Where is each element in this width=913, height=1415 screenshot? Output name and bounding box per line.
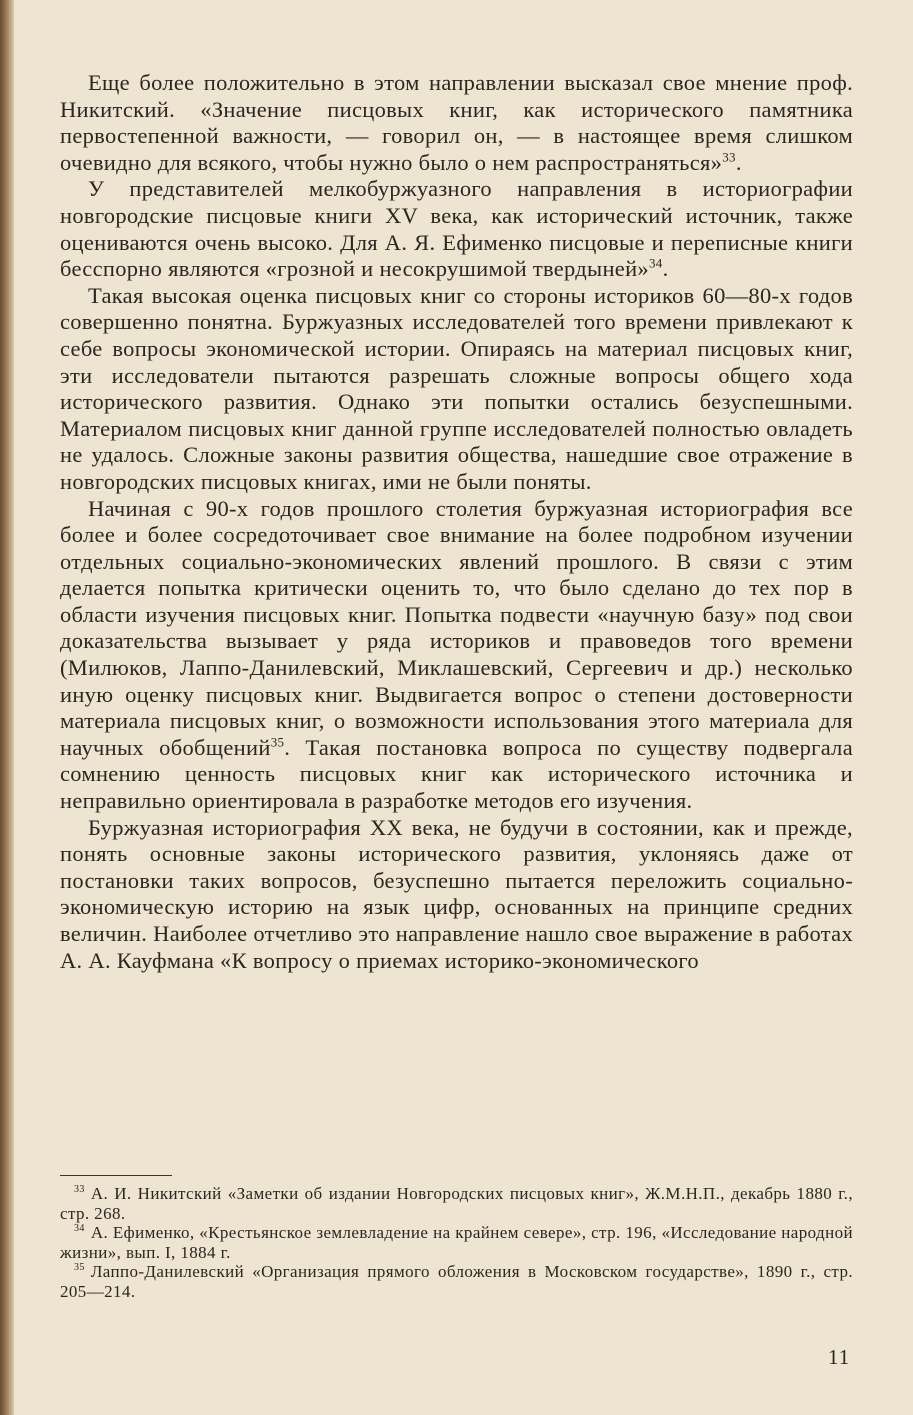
paragraph-tail: . Такая постановка вопроса по существу подвергала сомнению ценность писцовых книг как исторического источника и неправильно ориентировала в разработке методов его изучения. [60, 734, 854, 814]
paragraph-4 [60, 496, 853, 815]
main-text [60, 70, 853, 974]
paragraph-text: Буржуазная историография XX века, не будучи в состоянии, как и прежде, понять основные законы исторического развития, уклоняясь даже от постановки таких вопросов, безуспешно пытается переложить социально-экономическую историю на язык цифр, основанных на принципе средних величин. Наиболее отчетливо это направление нашло свое выражение в работах А. А. Кауфмана «К вопросу о приемах историко-экономического [60, 814, 853, 973]
footnotes [60, 1184, 853, 1301]
footnote-34 [60, 1223, 853, 1262]
footnote-ref[interactable]: 34 [648, 255, 663, 271]
paragraph-3 [60, 283, 853, 496]
footnote-text: А. И. Никитский «Заметки об издании Новгородских писцовых книг», Ж.М.Н.П., декабрь 1880 г., стр. 268. [60, 1184, 853, 1223]
footnote-ref[interactable]: 33 [722, 149, 736, 165]
paragraph-1 [60, 70, 853, 176]
footnote-33 [60, 1184, 853, 1223]
page-number: 11 [828, 1345, 851, 1369]
paragraph-tail: . [735, 149, 742, 175]
paragraph-2 [60, 176, 853, 282]
paragraph-5 [60, 815, 853, 975]
footnote-text: Лаппо-Данилевский «Организация прямого обложения в Московском государстве», 1890 г., стр. 205—214. [60, 1262, 853, 1301]
footnote-mark: 34 [74, 1223, 85, 1235]
paragraph-tail: . [662, 256, 669, 282]
paragraph-text: У представителей мелкобуржуазного направления в историографии новгородские писцовые книги XV века, как исторический источник, также оцениваются очень высоко. Для А. Я. Ефименко писцовые и переписные книги бесспорно являются «грозной и несокрушимой твердыней» [60, 176, 853, 282]
paragraph-text: Еще более положительно в этом направлении высказал свое мнение проф. Никитский. «Значение писцовых книг, как исторического памятника первостепенной важности, — говорил он, — в настоящее время слишком очевидно для всякого, чтобы нужно было о нем распространяться» [60, 70, 853, 175]
footnote-mark: 35 [74, 1262, 85, 1274]
footnote-mark: 33 [74, 1184, 85, 1196]
book-spine-shadow [0, 0, 14, 1415]
paragraph-text: Такая высокая оценка писцовых книг со стороны историков 60—80-х годов совершенно понятна. Буржуазных исследователей того времени привлекают к себе вопросы экономической истории. Опираясь на материал писцовых книг, эти исследователи пытаются разрешать сложные вопросы общего хода исторического развития. Однако эти попытки остались безуспешными. Материалом писцовых книг данной группе исследователей полностью овладеть не удалось. Сложные законы развития общества, нашедшие свое отражение в новгородских писцовых книгах, ими не были поняты. [60, 282, 853, 494]
paragraph-text: Начиная с 90-х годов прошлого столетия буржуазная историография все более и более сосредоточивает свое внимание на более подробном изучении отдельных социально-экономических явлений прошлого. В связи с этим делается попытка критически оценить то, что было сделано до тех пор в области изучения писцовых книг. Попытка подвести «научную базу» под свои доказательства вызывает у ряда историков и правоведов того времени (Милюков, Лаппо-Данилевский, Миклашевский, Сергеевич и др.) несколько иную оценку писцовых книг. Выдвигается вопрос о степени достоверности материала писцовых книг, о возможности использования этого материала для научных обобщений [60, 495, 853, 760]
footnote-text: А. Ефименко, «Крестьянское землевладение на крайнем севере», стр. 196, «Исследование народной жизни», вып. I, 1884 г. [60, 1223, 853, 1262]
footnote-ref[interactable]: 35 [270, 734, 285, 750]
footnote-35 [60, 1262, 853, 1301]
footnote-divider [60, 1175, 172, 1176]
